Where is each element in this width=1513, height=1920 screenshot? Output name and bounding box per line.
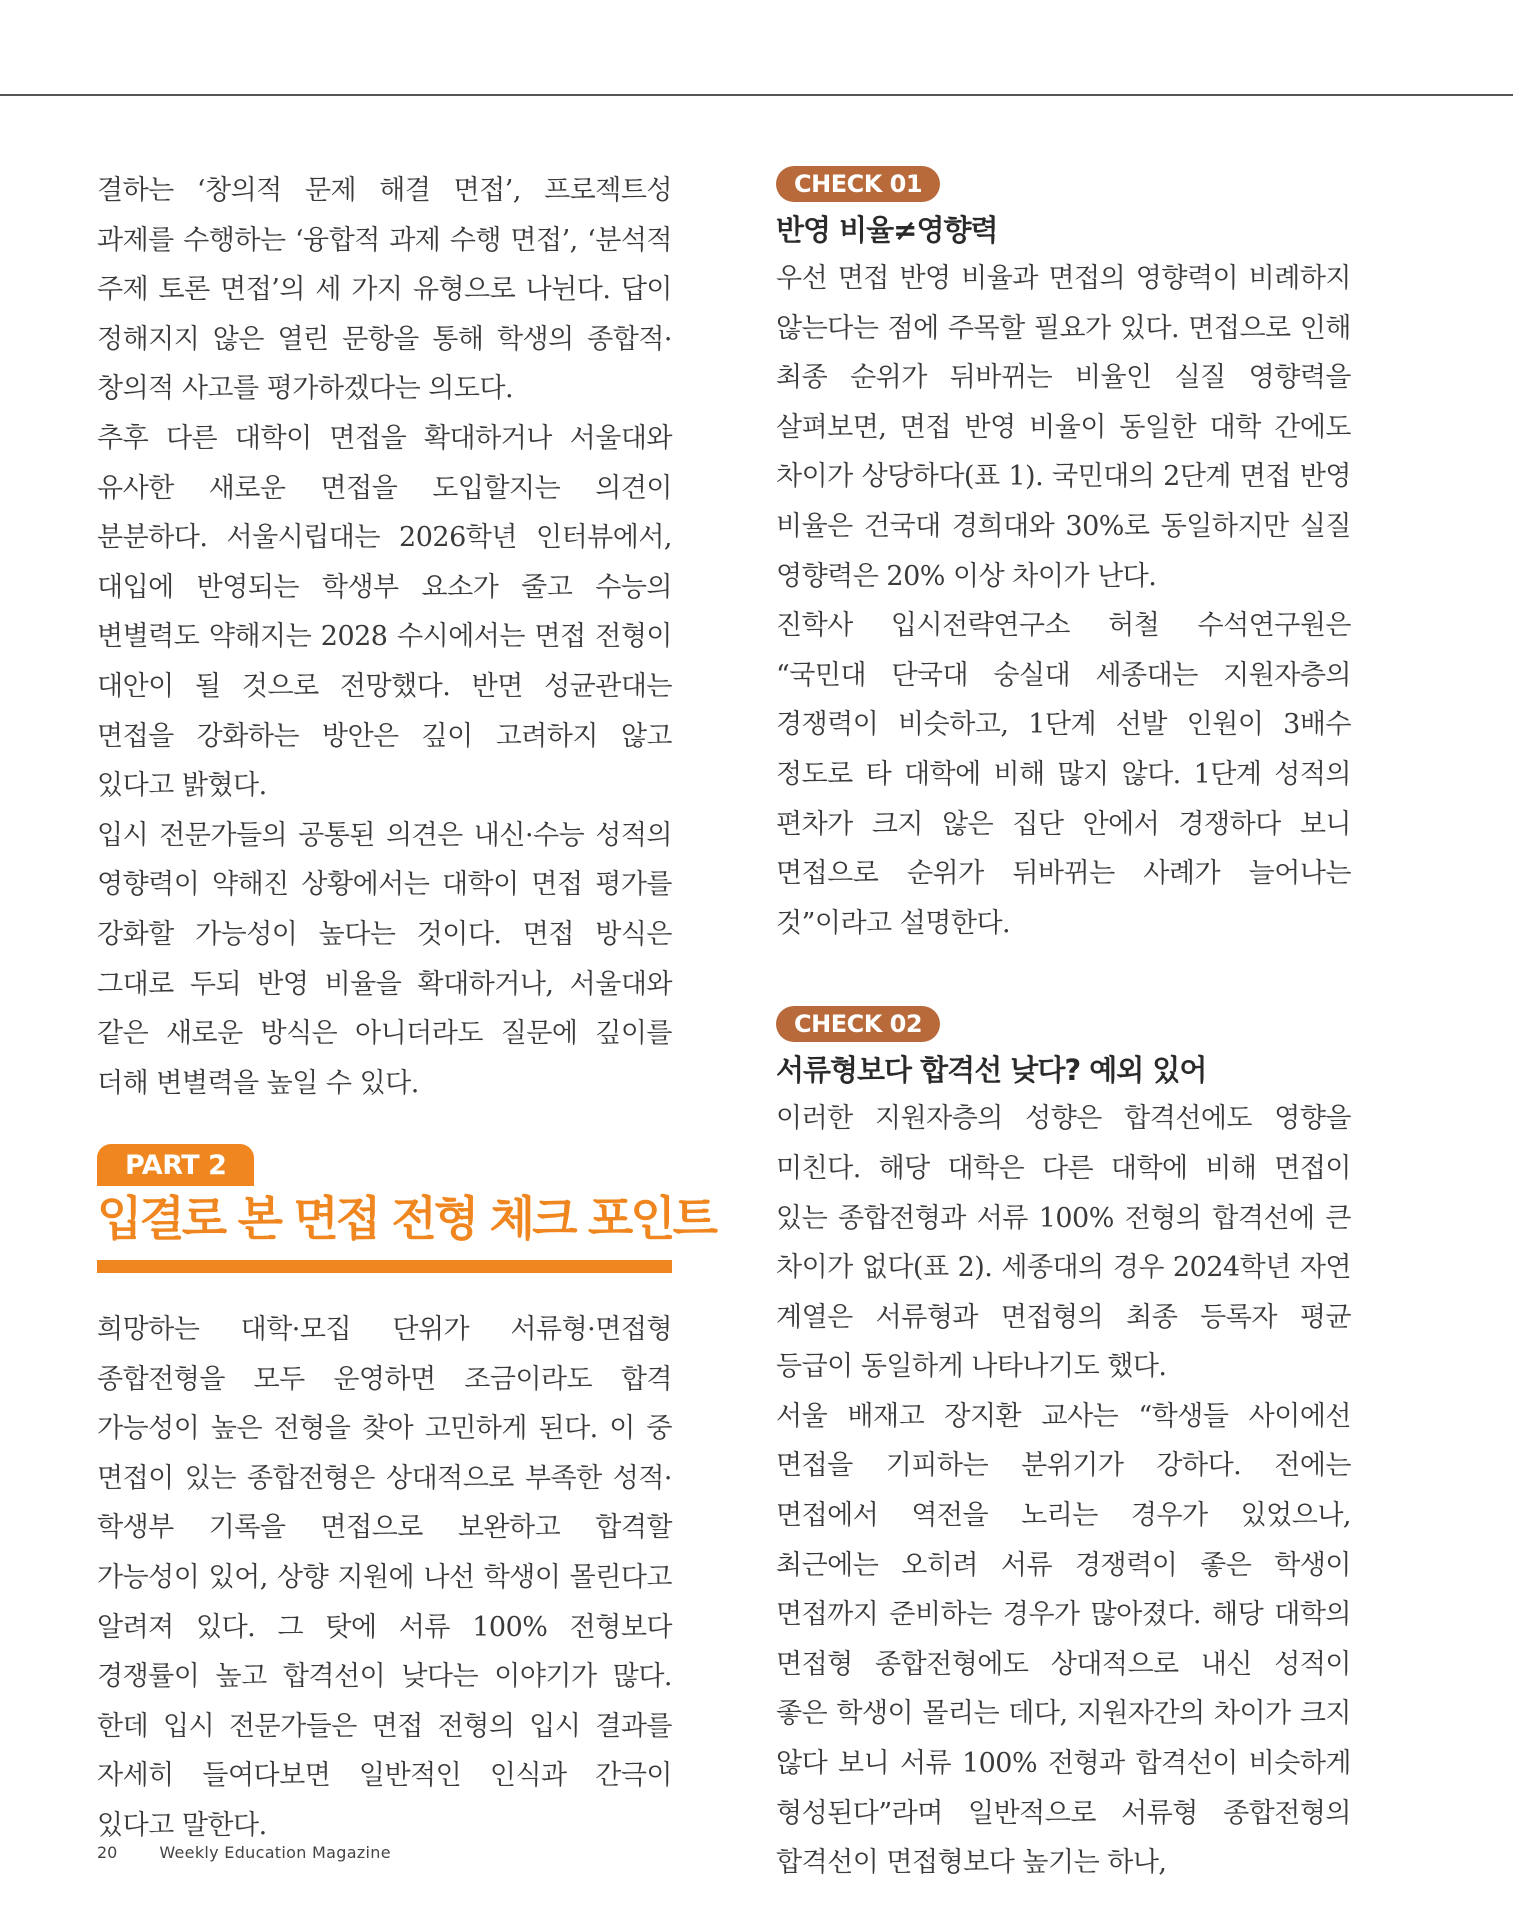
body-paragraph: 결하는 ‘창의적 문제 해결 면접’, 프로젝트성 과제를 수행하는 ‘융합적 과제 수행 면접’, ‘분석적 주제 토론 면접’의 세 가지 유형으로 나뉜다. 답이 정해지지 않은 열린 문항을 통해 학생의 종합적·창의적 사고를 평가하겠다는 의도다. [97,175,672,405]
check-01-badge: CHECK 01 [776,166,940,202]
check-02-title: 서류형보다 합격선 낮다? 예외 있어 [776,1053,1207,1088]
part-badge: PART 2 [97,1144,254,1186]
top-rule [0,94,1513,96]
part-divider [97,1260,672,1273]
body-paragraph: 희망하는 대학·모집 단위가 서류형·면접형 종합전형을 모두 운영하면 조금이라도 합격 가능성이 높은 전형을 찾아 고민하게 된다. 이 중 면접이 있는 종합전형은 상대적으로 부족한 성적·학생부 기록을 면접으로 보완하고 합격할 가능성이 있어, 상향 지원에 나선 학생이 몰린다고 알려져 있다. 그 탓에 서류 100% 전형보다 경쟁률이 높고 합격선이 낮다는 이야기가 많다. 한데 입시 전문가들은 면접 전형의 입시 결과를 자세히 들여다보면 일반적인 인식과 간극이 있다고 말한다. [97,1314,672,1841]
right-column [776,166,1351,1888]
page-footer [97,1843,391,1862]
check-01-section [776,166,1351,948]
body-paragraph: 진학사 입시전략연구소 허철 수석연구원은 “국민대 단국대 숭실대 세종대는 지원자층의 경쟁력이 비슷하고, 1단계 선발 인원이 3배수 정도로 타 대학에 비해 많지 않다. 1단계 성적의 편차가 크지 않은 집단 안에서 경쟁하다 보니 면접으로 순위가 뒤바뀌는 사례가 늘어나는 것”이라고 설명한다. [776,610,1351,939]
part-2-body [97,1305,672,1851]
left-column [97,166,672,1108]
body-paragraph: 추후 다른 대학이 면접을 확대하거나 서울대와 유사한 새로운 면접을 도입할지는 의견이 분분하다. 서울시립대는 2026학년 인터뷰에서, 대입에 반영되는 학생부 요소가 줄고 수능의 변별력도 약해지는 2028 수시에서는 면접 전형이 대안이 될 것으로 전망했다. 반면 성균관대는 면접을 강화하는 방안은 깊이 고려하지 않고 있다고 밝혔다. [97,422,672,802]
part-title: 입결로 본 면접 전형 체크 포인트 [97,1192,716,1247]
body-paragraph: 입시 전문가들의 공통된 의견은 내신·수능 성적의 영향력이 약해진 상황에서는 대학이 면접 평가를 강화할 가능성이 높다는 것이다. 면접 방식은 그대로 두되 반영 비율을 확대하거나, 서울대와 같은 새로운 방식은 아니더라도 질문에 깊이를 더해 변별력을 높일 수 있다. [97,819,672,1099]
magazine-name: Weekly Education Magazine [159,1843,391,1862]
body-paragraph: 이러한 지원자층의 성향은 합격선에도 영향을 미친다. 해당 대학은 다른 대학에 비해 면접이 있는 종합전형과 서류 100% 전형의 합격선에 큰 차이가 없다(표 2). 세종대의 경우 2024학년 자연 계열은 서류형과 면접형의 최종 등록자 평균 등급이 동일하게 나타나기도 했다. [776,1103,1351,1383]
page-number: 20 [97,1843,118,1862]
check-02-badge: CHECK 02 [776,1006,940,1042]
body-paragraph: 우선 면접 반영 비율과 면접의 영향력이 비례하지 않는다는 점에 주목할 필요가 있다. 면접으로 인해 최종 순위가 뒤바뀌는 비율인 실질 영향력을 살펴보면, 면접 반영 비율이 동일한 대학 간에도 차이가 상당하다(표 1). 국민대의 2단계 면접 반영 비율은 건국대 경희대와 30%로 동일하지만 실질 영향력은 20% 이상 차이가 난다. [776,263,1351,592]
check-01-title: 반영 비율≠영향력 [776,213,998,247]
part-2-header [97,1144,716,1273]
check-02-section [776,1006,1351,1888]
body-paragraph: 서울 배재고 장지환 교사는 “학생들 사이에선 면접을 기피하는 분위기가 강하다. 전에는 면접에서 역전을 노리는 경우가 있었으나, 최근에는 오히려 서류 경쟁력이 좋은 학생이 면접까지 준비하는 경우가 많아졌다. 해당 대학의 면접형 종합전형에도 상대적으로 내신 성적이 좋은 학생이 몰리는 데다, 지원자간의 차이가 크지 않다 보니 서류 100% 전형과 합격선이 비슷하게 형성된다”라며 일반적으로 서류형 종합전형의 합격선이 면접형보다 높기는 하나, [776,1400,1351,1879]
